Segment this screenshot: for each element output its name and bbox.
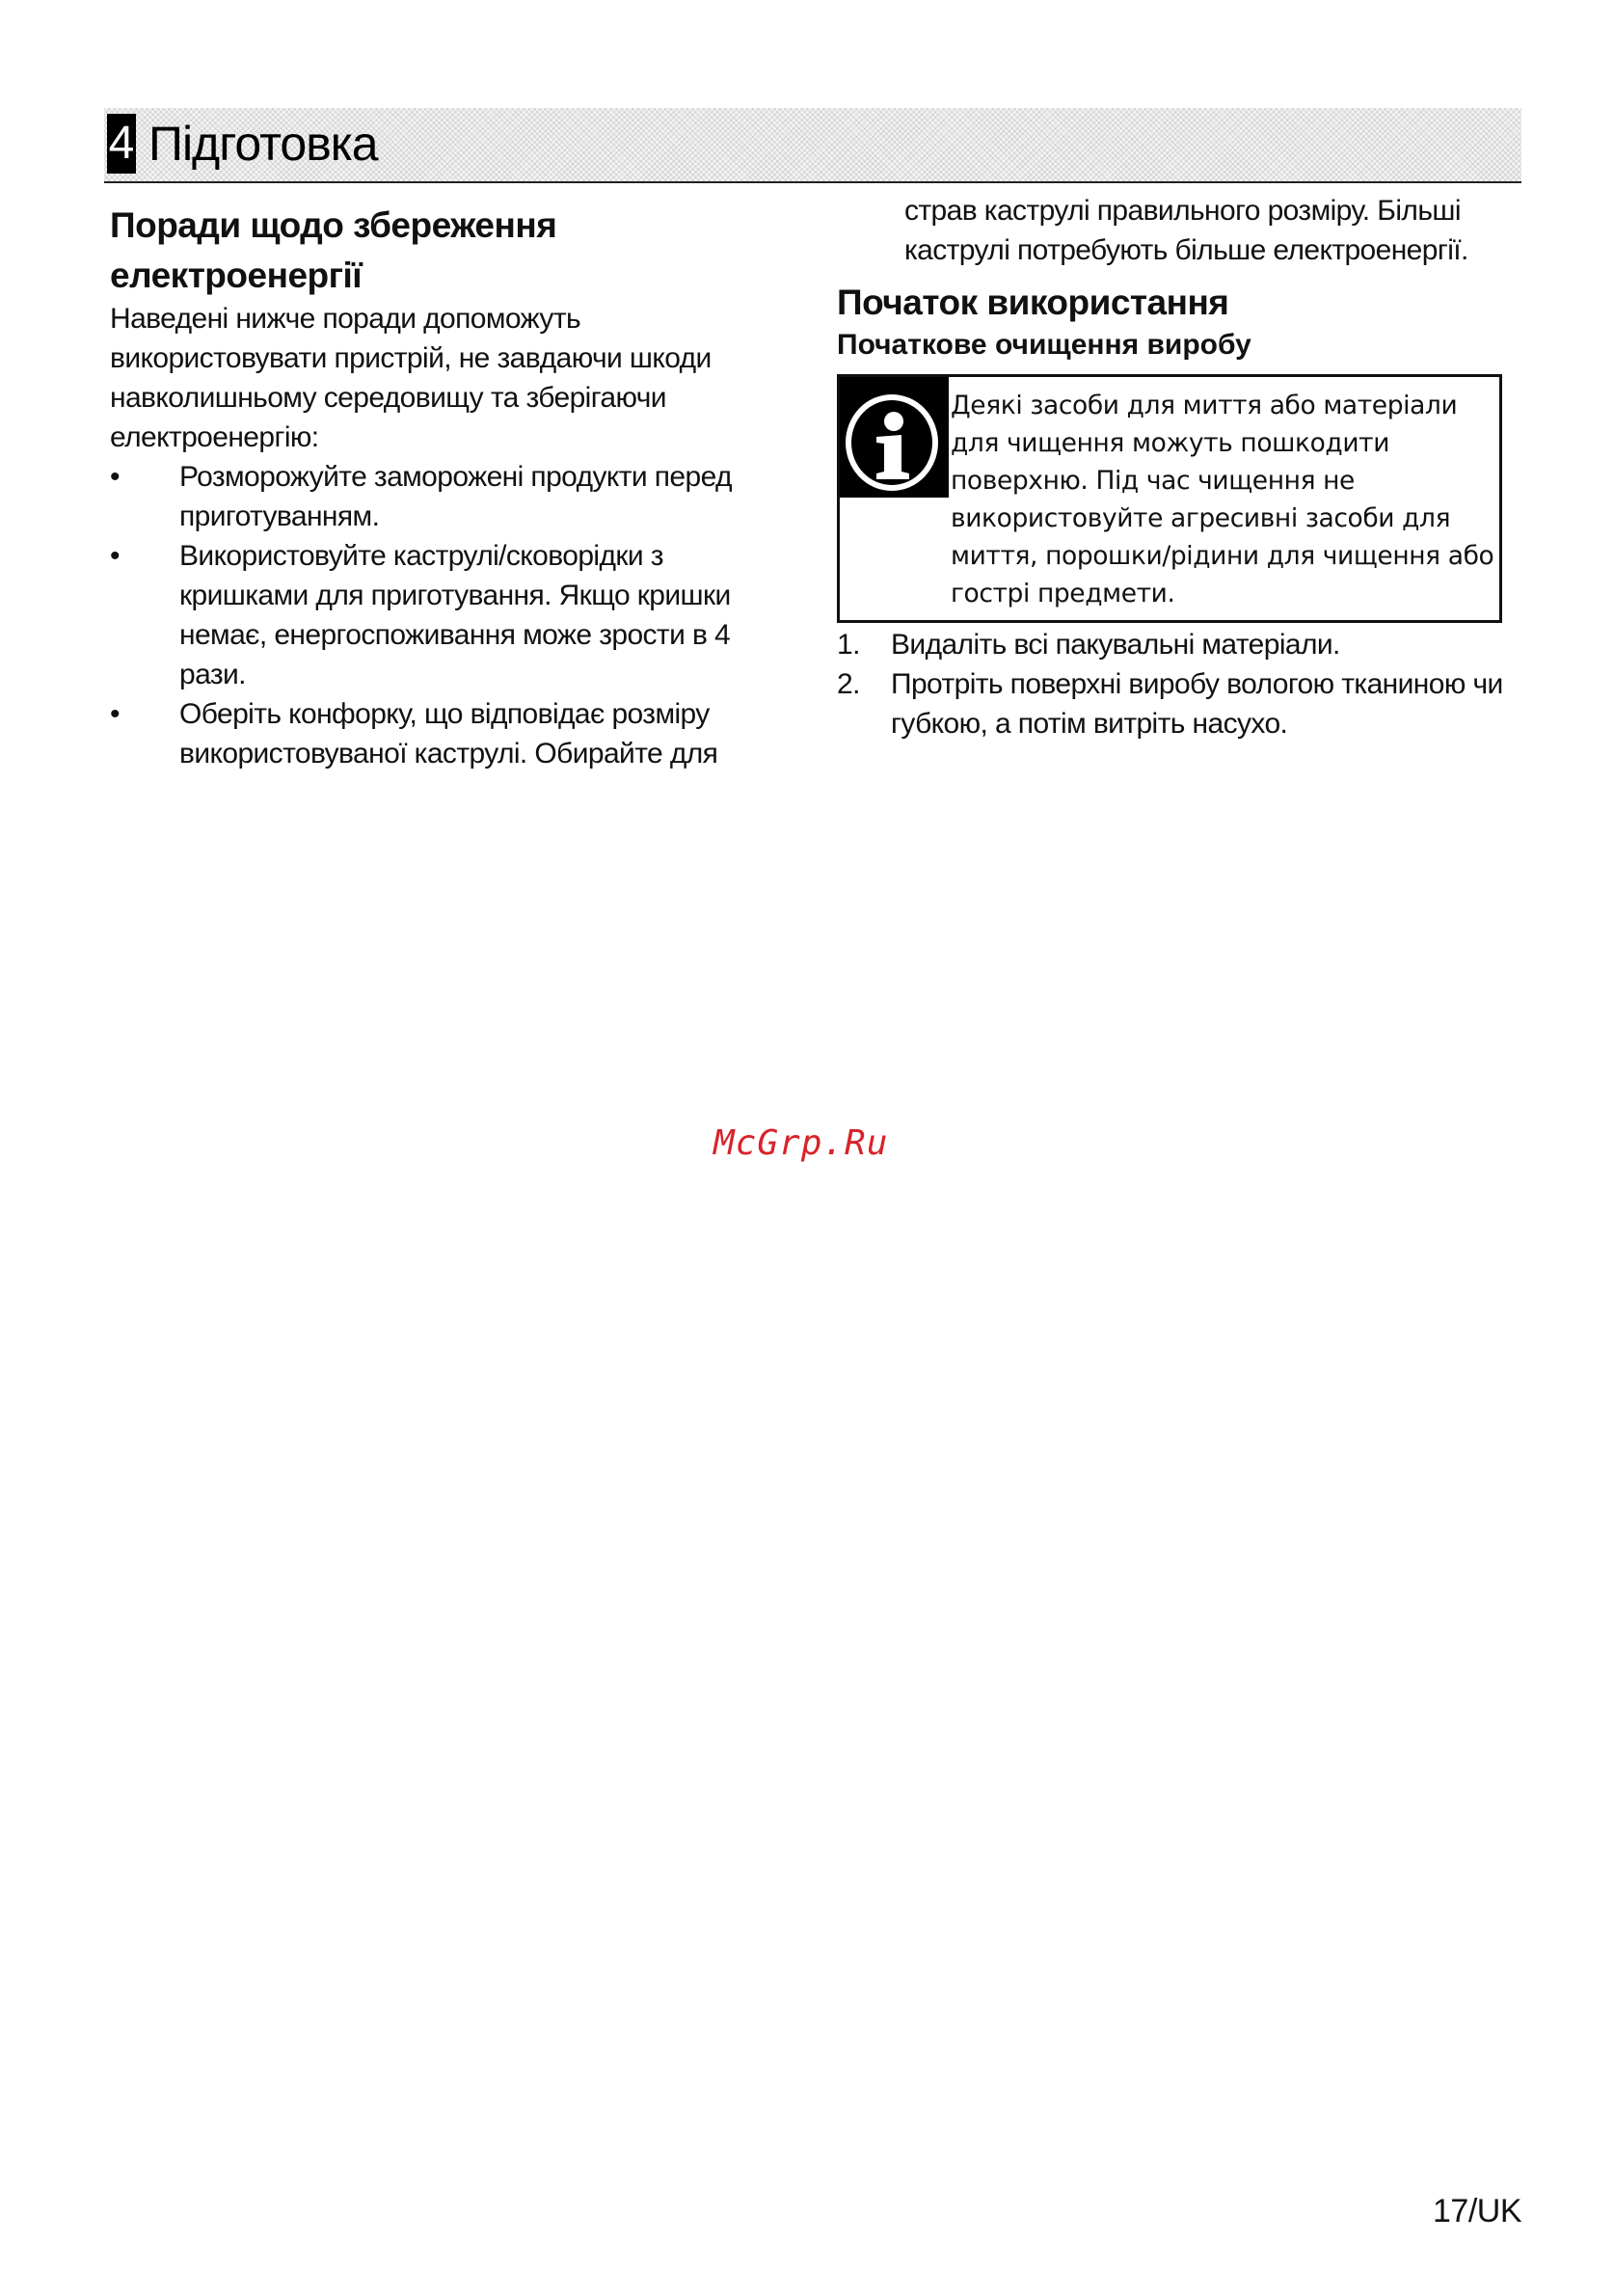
info-icon (840, 377, 949, 498)
notice-text: Деякі засоби для миття або матеріали для чищення можуть пошкодити поверхню. Під час чищення не використовуйте агресивні засоби для миття, порошки/рідини для чищення або гострі предмети. (951, 391, 1494, 608)
energy-tips-heading-line1: Поради щодо збереження (110, 205, 557, 245)
initial-cleaning-heading: Початкове очищення виробу (837, 329, 1251, 361)
energy-tips-heading-line2: електроенергії (110, 256, 363, 295)
list-item (837, 625, 1512, 664)
cleaning-steps (837, 625, 1512, 743)
energy-tips-intro: Наведені нижче поради допоможуть використовувати пристрій, не завдаючи шкоди навколишньому середовищу та зберігаючи електроенергію: (110, 303, 712, 453)
list-item (837, 664, 1512, 743)
list-item (110, 694, 766, 773)
bullet-marker: • (110, 461, 120, 493)
page-number: 17/UK (1433, 2193, 1521, 2229)
left-column (110, 183, 766, 773)
info-icon-graphic (840, 377, 949, 498)
section-header (104, 108, 1521, 183)
chapter-number: 4 (107, 114, 136, 174)
bullet-text: Використовуйте каструлі/сковорідки з кришками для приготування. Якщо кришки немає, енергоспоживання може зрости в 4 рази. (179, 540, 731, 690)
list-item (110, 457, 766, 536)
step-text: Протріть поверхні виробу вологою тканиною чи губкою, а потім витріть насухо. (891, 668, 1503, 740)
chapter-title: Підготовка (148, 117, 378, 171)
bullet-text: Оберіть конфорку, що відповідає розміру використовуваної каструлі. Обирайте для (179, 698, 718, 770)
step-number: 1. (837, 629, 860, 661)
getting-started-heading: Початок використання (837, 283, 1229, 322)
energy-tips-heading (110, 201, 766, 301)
step-number: 2. (837, 668, 860, 700)
bullet-text: Розморожуйте заморожені продукти перед приготуванням. (179, 461, 732, 532)
bullet-marker: • (110, 540, 120, 572)
energy-tips-list (110, 457, 766, 773)
list-item (110, 536, 766, 694)
step-text: Видаліть всі пакувальні матеріали. (891, 629, 1340, 661)
bullet-marker: • (110, 698, 120, 730)
notice-box (837, 374, 1502, 623)
continued-paragraph: страв каструлі правильного розміру. Більші каструлі потребують більше електроенергії. (904, 195, 1468, 266)
watermark: McGrp.Ru (713, 1123, 889, 1163)
right-column (837, 191, 1512, 743)
